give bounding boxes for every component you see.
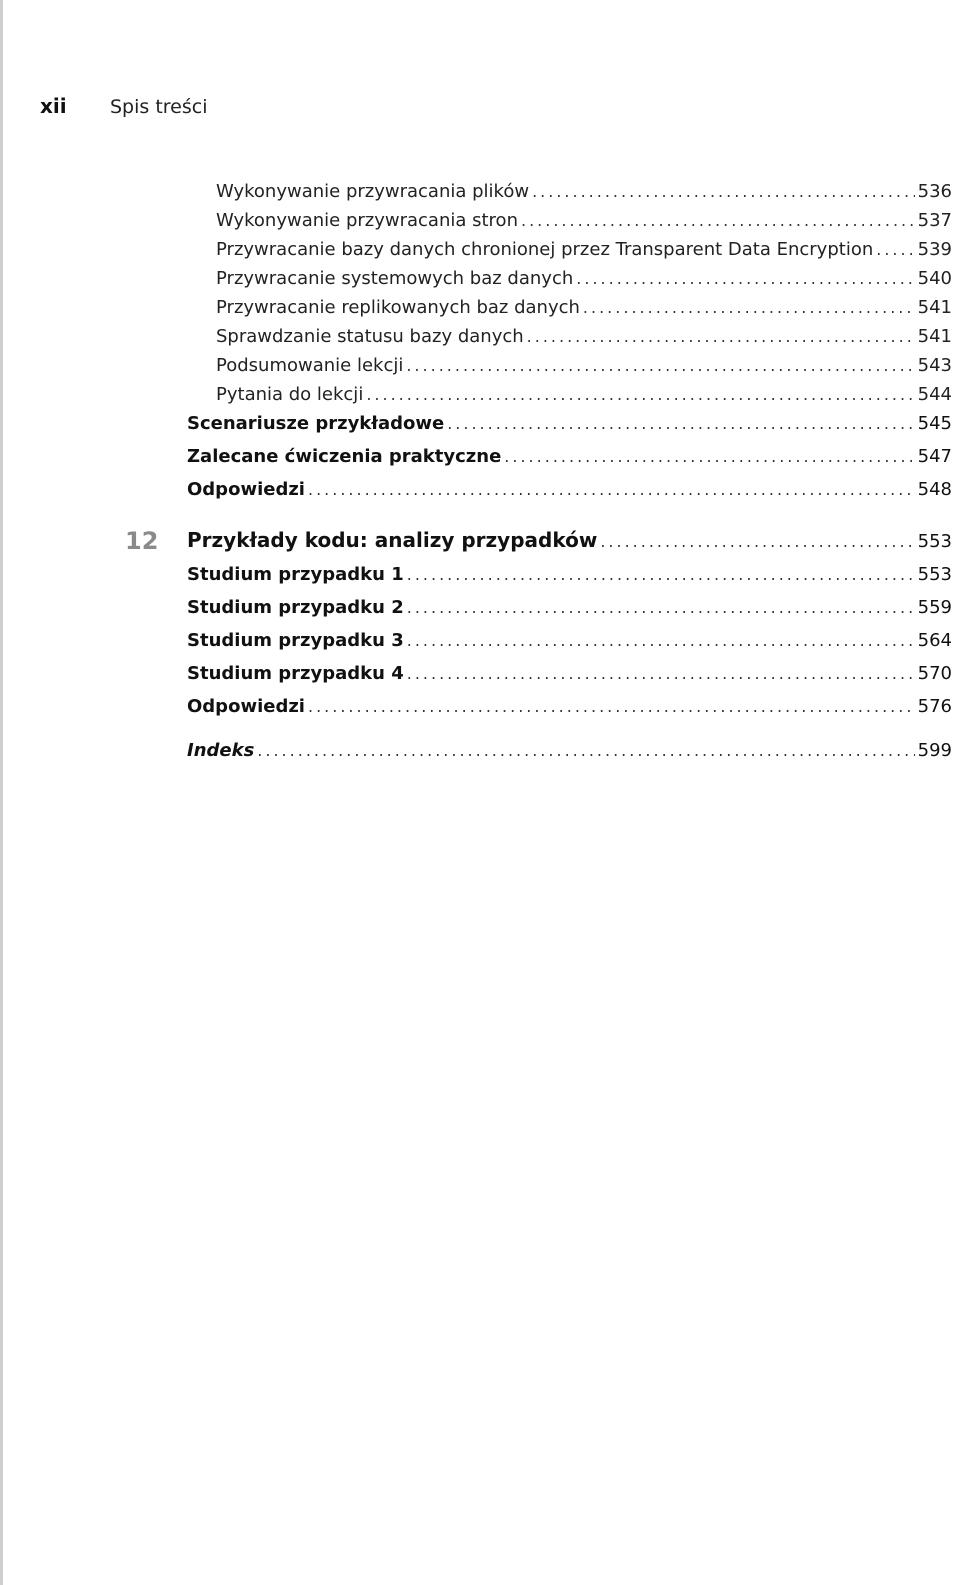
toc-entry-title: Zalecane ćwiczenia praktyczne bbox=[187, 446, 502, 467]
toc-entry-page: 553 bbox=[917, 564, 952, 585]
toc-entry-title: Przywracanie systemowych baz danych bbox=[216, 268, 574, 289]
toc-entry-page: 536 bbox=[917, 181, 952, 202]
dot-leader bbox=[447, 414, 914, 433]
toc-entry-title: Studium przypadku 2 bbox=[187, 597, 404, 618]
toc-section-entry[interactable] bbox=[187, 696, 952, 726]
toc-entry-title: Pytania do lekcji bbox=[216, 384, 364, 405]
toc-entry-title: Odpowiedzi bbox=[187, 696, 305, 717]
toc-section-entry[interactable] bbox=[187, 564, 952, 594]
dot-leader bbox=[407, 565, 915, 584]
dot-leader bbox=[521, 211, 915, 230]
toc-entry-page: 548 bbox=[917, 479, 952, 500]
toc-entry[interactable] bbox=[216, 210, 952, 240]
toc-entry-title: Podsumowanie lekcji bbox=[216, 355, 404, 376]
toc-entry-page: 541 bbox=[917, 326, 952, 347]
dot-leader bbox=[600, 532, 914, 551]
toc-entry-page: 564 bbox=[917, 630, 952, 651]
toc-entry-title: Studium przypadku 4 bbox=[187, 663, 404, 684]
page-folio: xii bbox=[40, 94, 67, 118]
toc-entry-title: Sprawdzanie statusu bazy danych bbox=[216, 326, 524, 347]
toc-entry-title: Studium przypadku 1 bbox=[187, 564, 404, 585]
toc-chapter-entry[interactable] bbox=[187, 528, 952, 562]
toc-section-entry[interactable] bbox=[187, 597, 952, 627]
toc-entry-title: Scenariusze przykładowe bbox=[187, 413, 445, 434]
index-title: Indeks bbox=[187, 740, 255, 761]
toc-entry-page: 540 bbox=[917, 268, 952, 289]
toc-entry[interactable] bbox=[216, 384, 952, 414]
dot-leader bbox=[308, 480, 915, 499]
dot-leader bbox=[407, 598, 915, 617]
dot-leader bbox=[257, 741, 914, 760]
running-head bbox=[40, 94, 208, 122]
dot-leader bbox=[308, 697, 915, 716]
toc-entry-page: 541 bbox=[917, 297, 952, 318]
toc-section-entry[interactable] bbox=[187, 479, 952, 509]
dot-leader bbox=[407, 631, 915, 650]
toc-entry-page: 544 bbox=[917, 384, 952, 405]
toc-entry-title: Przywracanie replikowanych baz danych bbox=[216, 297, 580, 318]
toc-entry[interactable] bbox=[216, 355, 952, 385]
chapter-page: 553 bbox=[917, 531, 952, 552]
chapter-title: Przykłady kodu: analizy przypadków bbox=[187, 528, 598, 552]
toc-section-entry[interactable] bbox=[187, 413, 952, 443]
toc-entry-page: 570 bbox=[917, 663, 952, 684]
toc-section-entry[interactable] bbox=[187, 446, 952, 476]
toc-entry-page: 543 bbox=[917, 355, 952, 376]
toc-entry-title: Wykonywanie przywracania stron bbox=[216, 210, 518, 231]
toc-entry-page: 539 bbox=[917, 239, 952, 260]
toc-index-entry[interactable] bbox=[187, 740, 952, 770]
dot-leader bbox=[583, 298, 915, 317]
toc-entry-title: Przywracanie bazy danych chronionej przez Transparent Data Encryption bbox=[216, 239, 874, 260]
toc-entry-page: 576 bbox=[917, 696, 952, 717]
running-head-title: Spis treści bbox=[110, 96, 208, 118]
dot-leader bbox=[876, 240, 914, 259]
toc-entry[interactable] bbox=[216, 239, 952, 269]
page-edge bbox=[0, 0, 3, 1585]
dot-leader bbox=[406, 356, 914, 375]
dot-leader bbox=[576, 269, 914, 288]
dot-leader bbox=[366, 385, 914, 404]
toc-section-entry[interactable] bbox=[187, 663, 952, 693]
toc-section-entry[interactable] bbox=[187, 630, 952, 660]
toc-entry-page: 537 bbox=[917, 210, 952, 231]
toc-entry-title: Odpowiedzi bbox=[187, 479, 305, 500]
toc-entry-page: 545 bbox=[917, 413, 952, 434]
toc-entry[interactable] bbox=[216, 181, 952, 211]
dot-leader bbox=[504, 447, 914, 466]
dot-leader bbox=[527, 327, 915, 346]
toc-entry[interactable] bbox=[216, 268, 952, 298]
toc-entry-page: 559 bbox=[917, 597, 952, 618]
toc-entry[interactable] bbox=[216, 297, 952, 327]
toc-entry[interactable] bbox=[216, 326, 952, 356]
dot-leader bbox=[532, 182, 915, 201]
toc-entry-page: 547 bbox=[917, 446, 952, 467]
index-page: 599 bbox=[917, 740, 952, 761]
dot-leader bbox=[407, 664, 915, 683]
chapter-number: 12 bbox=[125, 527, 159, 555]
toc-entry-title: Studium przypadku 3 bbox=[187, 630, 404, 651]
toc-entry-title: Wykonywanie przywracania plików bbox=[216, 181, 530, 202]
